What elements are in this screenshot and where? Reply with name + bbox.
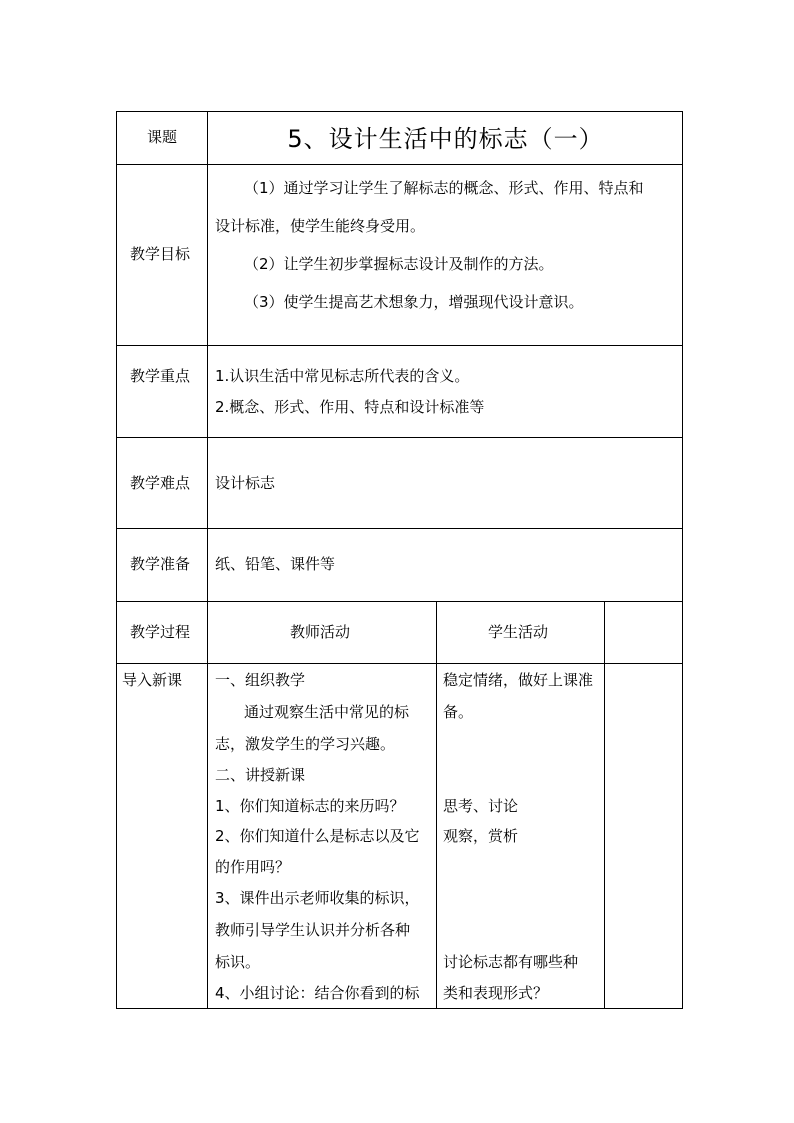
teacher-column-divider bbox=[436, 601, 437, 1009]
teacher-line-4: 二、讲授新课 bbox=[215, 766, 306, 784]
student-line-4: 观察，赏析 bbox=[443, 827, 519, 845]
teacher-line-3: 志，激发学生的学习兴趣。 bbox=[215, 735, 396, 753]
objective-line-2: 设计标准，使学生能终身受用。 bbox=[215, 217, 426, 235]
stage-label: 导入新课 bbox=[122, 671, 183, 689]
teacher-line-7: 的作用吗？ bbox=[215, 858, 291, 876]
preparation-label: 教学准备 bbox=[130, 555, 191, 573]
label-column-divider bbox=[207, 111, 208, 1009]
preparation-value: 纸、铅笔、课件等 bbox=[215, 555, 336, 573]
student-line-6: 类和表现形式？ bbox=[443, 984, 549, 1002]
student-activity-header: 学生活动 bbox=[488, 623, 549, 641]
table-border-right bbox=[682, 111, 683, 1009]
teacher-line-8: 3、课件出示老师收集的标识， bbox=[215, 889, 420, 907]
key-point-2: 2.概念、形式、作用、特点和设计标准等 bbox=[215, 398, 485, 416]
key-points-label: 教学重点 bbox=[130, 367, 191, 385]
table-border-top bbox=[116, 111, 683, 112]
objective-line-3: （2）让学生初步掌握标志设计及制作的方法。 bbox=[244, 255, 554, 273]
teacher-line-9: 教师引导学生认识并分析各种 bbox=[215, 921, 411, 939]
row-divider-process-header bbox=[116, 663, 683, 664]
teacher-line-11: 4、小组讨论：结合你看到的标 bbox=[215, 984, 420, 1002]
table-border-bottom bbox=[116, 1008, 683, 1009]
student-line-2: 备。 bbox=[443, 703, 474, 721]
teacher-line-2: 通过观察生活中常见的标 bbox=[244, 703, 410, 721]
teacher-line-1: 一、组织教学 bbox=[215, 671, 306, 689]
row-divider-preparation bbox=[116, 601, 683, 602]
student-line-3: 思考、讨论 bbox=[443, 797, 519, 815]
row-divider-key-points bbox=[116, 437, 683, 438]
key-point-1: 1.认识生活中常见标志所代表的含义。 bbox=[215, 367, 470, 385]
difficulty-value: 设计标志 bbox=[215, 474, 276, 492]
objectives-label: 教学目标 bbox=[130, 245, 191, 263]
difficulty-label: 教学难点 bbox=[130, 474, 191, 492]
row-divider-title bbox=[116, 164, 683, 165]
objective-line-4: （3）使学生提高艺术想象力，增强现代设计意识。 bbox=[244, 293, 584, 311]
objective-line-1: （1）通过学习让学生了解标志的概念、形式、作用、特点和 bbox=[244, 179, 644, 197]
student-line-1: 稳定情绪，做好上课准 bbox=[443, 671, 594, 689]
teacher-line-6: 2、你们知道什么是标志以及它 bbox=[215, 827, 420, 845]
table-border-left bbox=[116, 111, 117, 1009]
page-title: 5、设计生活中的标志（一） bbox=[287, 125, 604, 153]
student-line-5: 讨论标志都有哪些种 bbox=[443, 953, 579, 971]
process-label: 教学过程 bbox=[130, 623, 191, 641]
teacher-line-10: 标识。 bbox=[215, 953, 261, 971]
teacher-line-5: 1、你们知道标志的来历吗？ bbox=[215, 797, 405, 815]
row-divider-objectives bbox=[116, 345, 683, 346]
row-divider-difficulty bbox=[116, 528, 683, 529]
teacher-activity-header: 教师活动 bbox=[290, 623, 351, 641]
topic-label: 课题 bbox=[147, 128, 178, 146]
student-column-divider bbox=[604, 601, 605, 1009]
